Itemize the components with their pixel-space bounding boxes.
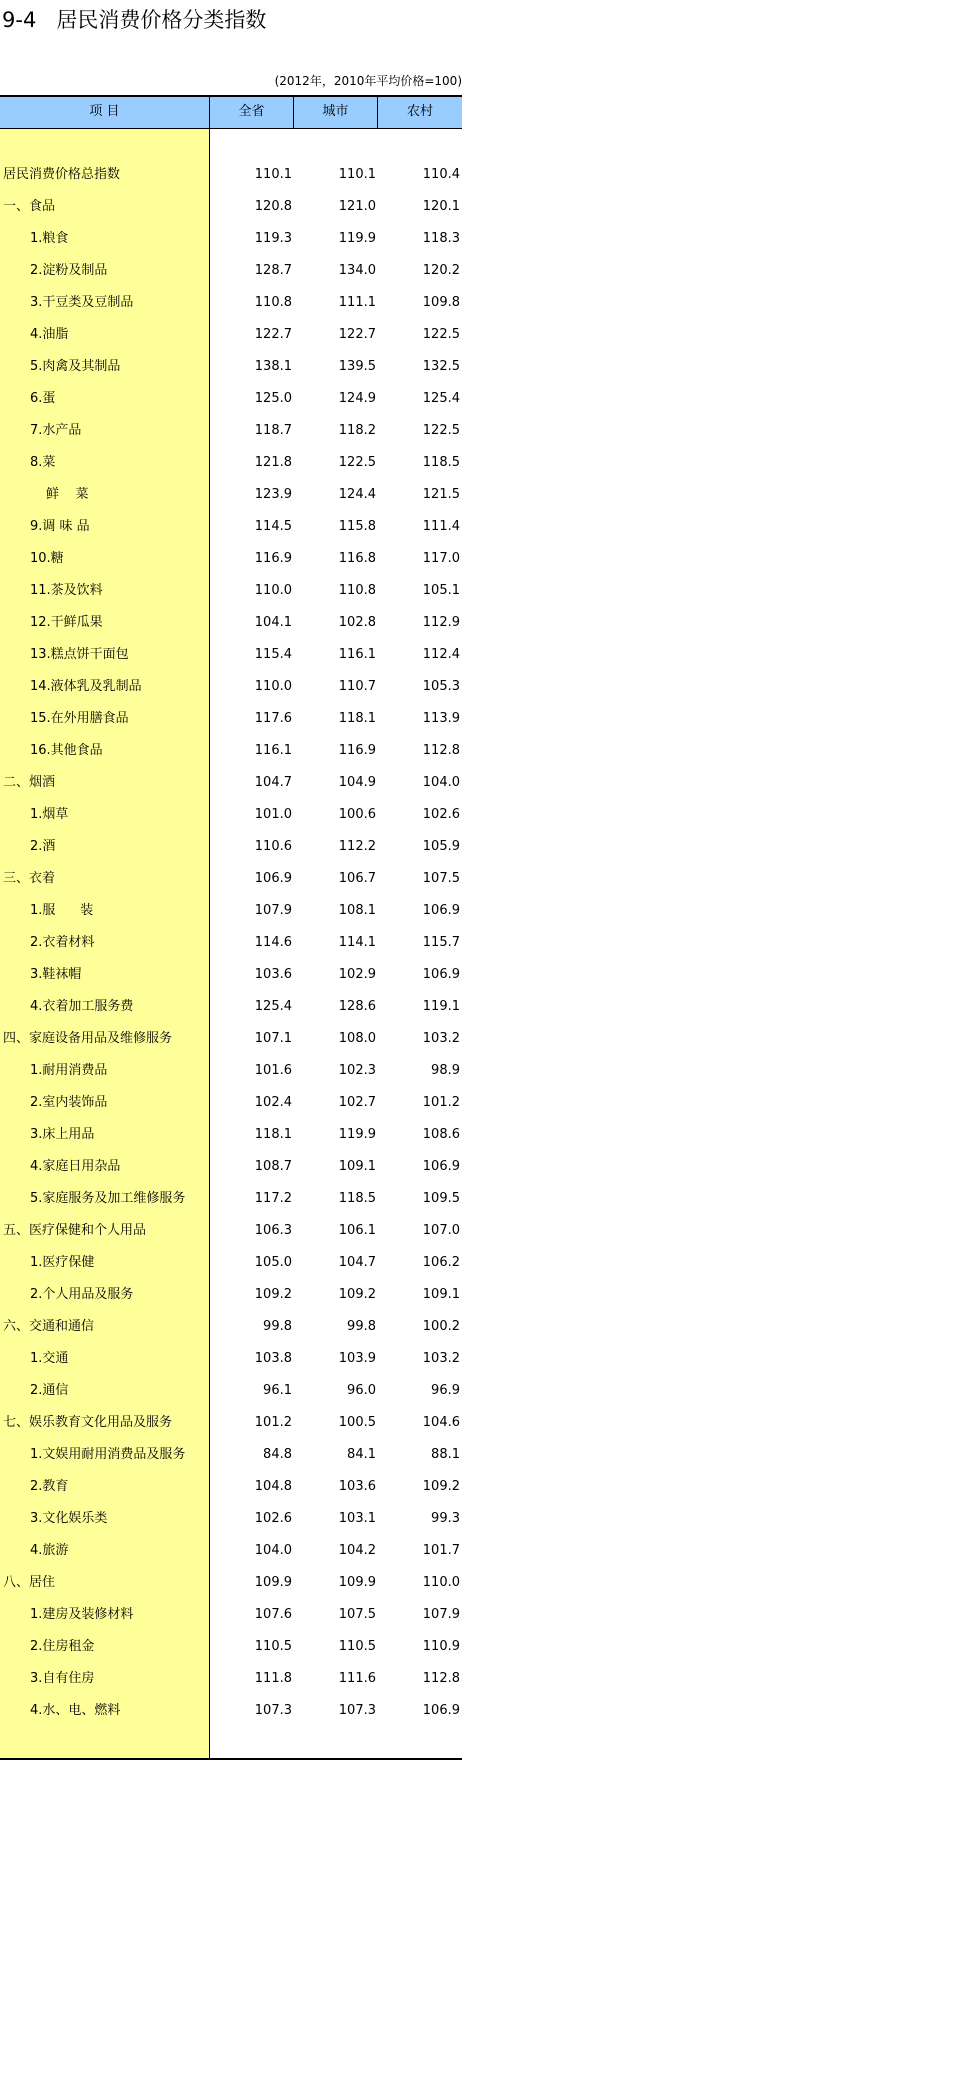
value-province: 104.1 [254, 615, 292, 630]
value-urban: 122.5 [338, 455, 376, 470]
value-rural: 120.1 [422, 199, 460, 214]
value-rural: 99.3 [431, 1511, 460, 1526]
value-urban: 134.0 [338, 263, 376, 278]
value-urban: 84.1 [347, 1447, 376, 1462]
value-rural: 102.6 [422, 807, 460, 822]
value-rural: 101.2 [422, 1095, 460, 1110]
value-urban: 139.5 [338, 359, 376, 374]
table-row [0, 671, 462, 703]
value-rural: 104.6 [422, 1415, 460, 1430]
value-rural: 106.9 [422, 1159, 460, 1174]
table-row [0, 479, 462, 511]
row-label: 4.家庭日用杂品 [30, 1159, 121, 1174]
value-province: 99.8 [263, 1319, 292, 1334]
value-rural: 104.0 [422, 775, 460, 790]
table-row [0, 191, 462, 223]
table-row [0, 159, 462, 191]
value-rural: 106.9 [422, 1703, 460, 1718]
row-label: 8.菜 [30, 455, 56, 470]
value-rural: 106.9 [422, 967, 460, 982]
value-rural: 98.9 [431, 1063, 460, 1078]
value-province: 109.9 [254, 1575, 292, 1590]
table-row [0, 991, 462, 1023]
value-rural: 109.8 [422, 295, 460, 310]
table-row [0, 1567, 462, 1599]
value-rural: 105.9 [422, 839, 460, 854]
table-row [0, 703, 462, 735]
value-urban: 116.8 [338, 551, 376, 566]
row-label: 4.衣着加工服务费 [30, 999, 134, 1014]
value-province: 105.0 [254, 1255, 292, 1270]
price-index-table [0, 95, 462, 1762]
value-province: 125.0 [254, 391, 292, 406]
table-row [0, 543, 462, 575]
row-label: 三、衣着 [3, 871, 56, 886]
value-urban: 102.7 [338, 1095, 376, 1110]
table-row [0, 1407, 462, 1439]
row-label: 5.家庭服务及加工维修服务 [30, 1191, 186, 1206]
row-label: 居民消费价格总指数 [3, 167, 121, 182]
table-row [0, 447, 462, 479]
value-rural: 105.3 [422, 679, 460, 694]
value-urban: 110.7 [338, 679, 376, 694]
table-row [0, 351, 462, 383]
row-label: 10.糖 [30, 551, 64, 566]
value-province: 103.8 [254, 1351, 292, 1366]
value-province: 125.4 [254, 999, 292, 1014]
value-urban: 116.1 [338, 647, 376, 662]
value-urban: 110.1 [338, 167, 376, 182]
page-title: 9-4 居民消费价格分类指数 [2, 8, 267, 32]
value-rural: 115.7 [422, 935, 460, 950]
row-label: 2.酒 [30, 839, 56, 854]
value-urban: 103.1 [338, 1511, 376, 1526]
table-row [0, 895, 462, 927]
value-urban: 100.5 [338, 1415, 376, 1430]
value-urban: 128.6 [338, 999, 376, 1014]
value-urban: 114.1 [338, 935, 376, 950]
table-row [0, 735, 462, 767]
value-urban: 122.7 [338, 327, 376, 342]
row-label: 3.干豆类及豆制品 [30, 295, 134, 310]
row-label: 4.水、电、燃料 [30, 1703, 121, 1718]
table-row [0, 1087, 462, 1119]
table-row [0, 1183, 462, 1215]
value-urban: 102.3 [338, 1063, 376, 1078]
value-province: 116.1 [254, 743, 292, 758]
value-province: 107.1 [254, 1031, 292, 1046]
value-urban: 104.7 [338, 1255, 376, 1270]
value-rural: 88.1 [431, 1447, 460, 1462]
value-urban: 121.0 [338, 199, 376, 214]
value-urban: 106.7 [338, 871, 376, 886]
value-rural: 109.2 [422, 1479, 460, 1494]
value-province: 119.3 [254, 231, 292, 246]
value-province: 114.5 [254, 519, 292, 534]
value-rural: 117.0 [422, 551, 460, 566]
value-rural: 107.5 [422, 871, 460, 886]
row-label: 2.个人用品及服务 [30, 1287, 134, 1302]
value-rural: 108.6 [422, 1127, 460, 1142]
value-urban: 100.6 [338, 807, 376, 822]
table-row [0, 1311, 462, 1343]
row-label: 4.油脂 [30, 327, 69, 342]
header-item: 项 目 [89, 104, 120, 119]
table-row [0, 1599, 462, 1631]
value-rural: 107.9 [422, 1607, 460, 1622]
value-province: 110.1 [254, 167, 292, 182]
table-row [0, 287, 462, 319]
row-label: 鲜 菜 [46, 487, 89, 502]
value-rural: 118.5 [422, 455, 460, 470]
value-province: 110.0 [254, 583, 292, 598]
value-rural: 112.4 [422, 647, 460, 662]
table-row [0, 575, 462, 607]
row-label: 3.自有住房 [30, 1671, 95, 1686]
value-urban: 103.9 [338, 1351, 376, 1366]
value-rural: 103.2 [422, 1351, 460, 1366]
row-label: 11.茶及饮料 [30, 583, 103, 598]
value-province: 111.8 [254, 1671, 292, 1686]
value-urban: 106.1 [338, 1223, 376, 1238]
row-label: 一、食品 [3, 199, 56, 214]
row-label: 2.衣着材料 [30, 935, 95, 950]
value-province: 118.7 [254, 423, 292, 438]
value-urban: 119.9 [338, 1127, 376, 1142]
row-label: 六、交通和通信 [3, 1319, 95, 1334]
value-rural: 118.3 [422, 231, 460, 246]
value-rural: 105.1 [422, 583, 460, 598]
table-row [0, 1055, 462, 1087]
table-row [0, 831, 462, 863]
row-label: 12.干鲜瓜果 [30, 615, 103, 630]
table-row [0, 767, 462, 799]
table-row [0, 255, 462, 287]
table-row [0, 959, 462, 991]
value-rural: 103.2 [422, 1031, 460, 1046]
value-rural: 110.9 [422, 1639, 460, 1654]
value-urban: 104.2 [338, 1543, 376, 1558]
value-urban: 110.8 [338, 583, 376, 598]
table-row [0, 863, 462, 895]
row-label: 1.烟草 [30, 807, 69, 822]
row-label: 1.文娱用耐用消费品及服务 [30, 1447, 186, 1462]
value-province: 104.7 [254, 775, 292, 790]
table-row [0, 223, 462, 255]
value-province: 121.8 [254, 455, 292, 470]
bottom-rule [0, 1758, 462, 1760]
value-province: 122.7 [254, 327, 292, 342]
value-rural: 110.4 [422, 167, 460, 182]
table-row [0, 1343, 462, 1375]
row-label: 5.肉禽及其制品 [30, 359, 121, 374]
table-row [0, 1535, 462, 1567]
value-province: 123.9 [254, 487, 292, 502]
table-row [0, 1151, 462, 1183]
table-row [0, 1119, 462, 1151]
row-label: 五、医疗保健和个人用品 [3, 1223, 147, 1238]
header-rural: 农村 [406, 104, 433, 119]
value-rural: 122.5 [422, 327, 460, 342]
table-row [0, 1023, 462, 1055]
header-province: 全省 [238, 104, 265, 119]
value-urban: 109.1 [338, 1159, 376, 1174]
value-urban: 124.9 [338, 391, 376, 406]
table-row [0, 1503, 462, 1535]
value-rural: 122.5 [422, 423, 460, 438]
row-label: 6.蛋 [30, 391, 56, 406]
value-province: 84.8 [263, 1447, 292, 1462]
value-province: 115.4 [254, 647, 292, 662]
row-label: 2.通信 [30, 1383, 69, 1398]
value-rural: 106.9 [422, 903, 460, 918]
table-row [0, 1663, 462, 1695]
value-urban: 111.1 [338, 295, 376, 310]
row-label: 16.其他食品 [30, 743, 103, 758]
row-label: 1.医疗保健 [30, 1255, 95, 1270]
value-province: 107.3 [254, 1703, 292, 1718]
value-urban: 116.9 [338, 743, 376, 758]
value-province: 106.3 [254, 1223, 292, 1238]
value-province: 96.1 [263, 1383, 292, 1398]
value-province: 104.0 [254, 1543, 292, 1558]
value-province: 120.8 [254, 199, 292, 214]
row-label: 二、烟酒 [3, 775, 56, 790]
base-period-note: (2012年，2010年平均价格=100) [274, 74, 462, 88]
value-province: 103.6 [254, 967, 292, 982]
value-urban: 111.6 [338, 1671, 376, 1686]
value-urban: 110.5 [338, 1639, 376, 1654]
table-row [0, 607, 462, 639]
row-label: 1.建房及装修材料 [30, 1607, 134, 1622]
row-label: 13.糕点饼干面包 [30, 647, 129, 662]
value-province: 101.0 [254, 807, 292, 822]
value-rural: 112.9 [422, 615, 460, 630]
row-label: 1.耐用消费品 [30, 1063, 108, 1078]
row-label: 2.住房租金 [30, 1639, 95, 1654]
value-urban: 109.9 [338, 1575, 376, 1590]
value-rural: 120.2 [422, 263, 460, 278]
table-row [0, 639, 462, 671]
row-label: 4.旅游 [30, 1543, 69, 1558]
value-province: 102.4 [254, 1095, 292, 1110]
value-province: 109.2 [254, 1287, 292, 1302]
value-rural: 111.4 [422, 519, 460, 534]
table-row [0, 1279, 462, 1311]
value-province: 128.7 [254, 263, 292, 278]
value-province: 114.6 [254, 935, 292, 950]
value-urban: 119.9 [338, 231, 376, 246]
row-label: 3.鞋袜帽 [30, 967, 82, 982]
table-body [0, 159, 462, 1727]
table-row [0, 415, 462, 447]
table-row [0, 1695, 462, 1727]
table-row [0, 927, 462, 959]
table-row [0, 1215, 462, 1247]
value-urban: 96.0 [347, 1383, 376, 1398]
table-row [0, 1439, 462, 1471]
table-row [0, 1375, 462, 1407]
value-urban: 103.6 [338, 1479, 376, 1494]
value-rural: 121.5 [422, 487, 460, 502]
row-label: 2.淀粉及制品 [30, 263, 108, 278]
table-row [0, 1631, 462, 1663]
value-urban: 104.9 [338, 775, 376, 790]
row-label: 四、家庭设备用品及维修服务 [3, 1031, 173, 1046]
value-province: 108.7 [254, 1159, 292, 1174]
row-label: 3.文化娱乐类 [30, 1511, 108, 1526]
row-label: 7.水产品 [30, 423, 82, 438]
value-rural: 96.9 [431, 1383, 460, 1398]
header-urban: 城市 [322, 104, 349, 119]
value-rural: 112.8 [422, 743, 460, 758]
value-rural: 132.5 [422, 359, 460, 374]
table-row [0, 1471, 462, 1503]
value-urban: 99.8 [347, 1319, 376, 1334]
table-row [0, 1247, 462, 1279]
row-label: 1.粮食 [30, 231, 69, 246]
row-label: 9.调 味 品 [30, 519, 90, 534]
table-row [0, 383, 462, 415]
value-urban: 108.1 [338, 903, 376, 918]
value-rural: 106.2 [422, 1255, 460, 1270]
value-province: 110.0 [254, 679, 292, 694]
value-province: 110.6 [254, 839, 292, 854]
value-urban: 107.3 [338, 1703, 376, 1718]
value-province: 118.1 [254, 1127, 292, 1142]
row-label: 2.教育 [30, 1479, 69, 1494]
row-label: 15.在外用膳食品 [30, 711, 129, 726]
table-row [0, 511, 462, 543]
value-province: 107.9 [254, 903, 292, 918]
value-province: 107.6 [254, 1607, 292, 1622]
value-urban: 112.2 [338, 839, 376, 854]
value-rural: 107.0 [422, 1223, 460, 1238]
value-rural: 112.8 [422, 1671, 460, 1686]
row-label: 1.交通 [30, 1351, 69, 1366]
value-province: 110.8 [254, 295, 292, 310]
value-urban: 115.8 [338, 519, 376, 534]
value-urban: 102.8 [338, 615, 376, 630]
row-label: 14.液体乳及乳制品 [30, 679, 142, 694]
value-rural: 100.2 [422, 1319, 460, 1334]
value-province: 116.9 [254, 551, 292, 566]
value-urban: 109.2 [338, 1287, 376, 1302]
value-province: 106.9 [254, 871, 292, 886]
row-label: 1.服 装 [30, 903, 94, 918]
row-label: 2.室内装饰品 [30, 1095, 108, 1110]
value-urban: 118.2 [338, 423, 376, 438]
value-province: 102.6 [254, 1511, 292, 1526]
value-rural: 119.1 [422, 999, 460, 1014]
value-province: 117.2 [254, 1191, 292, 1206]
value-province: 110.5 [254, 1639, 292, 1654]
value-rural: 109.1 [422, 1287, 460, 1302]
value-rural: 113.9 [422, 711, 460, 726]
row-label: 八、居住 [3, 1575, 56, 1590]
row-label: 3.床上用品 [30, 1127, 95, 1142]
value-urban: 107.5 [338, 1607, 376, 1622]
value-province: 117.6 [254, 711, 292, 726]
value-urban: 124.4 [338, 487, 376, 502]
value-rural: 110.0 [422, 1575, 460, 1590]
row-label: 七、娱乐教育文化用品及服务 [3, 1415, 173, 1430]
value-rural: 101.7 [422, 1543, 460, 1558]
value-rural: 125.4 [422, 391, 460, 406]
value-province: 101.2 [254, 1415, 292, 1430]
value-urban: 118.5 [338, 1191, 376, 1206]
value-province: 101.6 [254, 1063, 292, 1078]
value-urban: 108.0 [338, 1031, 376, 1046]
table-row [0, 319, 462, 351]
value-urban: 102.9 [338, 967, 376, 982]
value-urban: 118.1 [338, 711, 376, 726]
value-province: 104.8 [254, 1479, 292, 1494]
value-rural: 109.5 [422, 1191, 460, 1206]
value-province: 138.1 [254, 359, 292, 374]
table-row [0, 799, 462, 831]
